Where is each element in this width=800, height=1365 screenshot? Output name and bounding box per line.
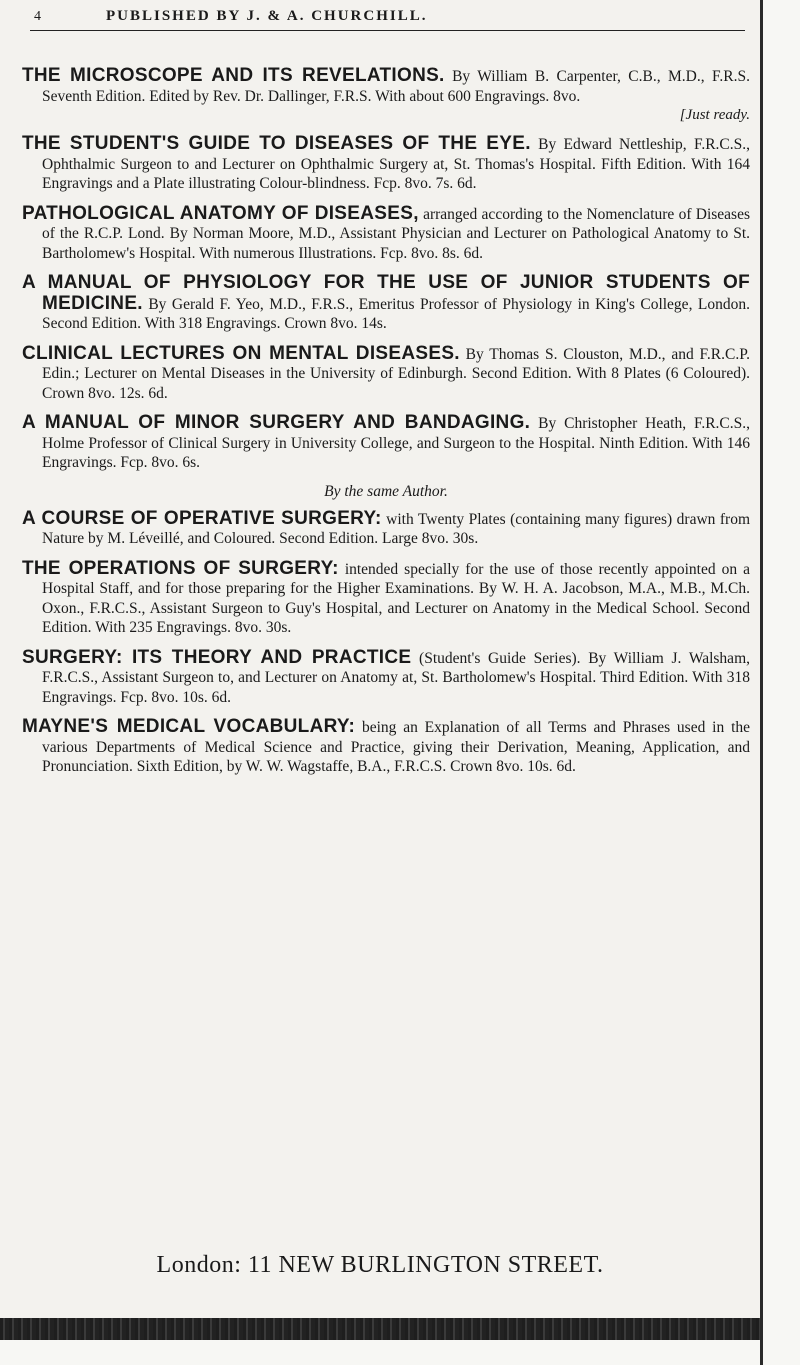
catalogue-entry xyxy=(22,559,750,638)
publisher-line: PUBLISHED BY J. & A. CHURCHILL. xyxy=(106,8,428,24)
entry-title: MAYNE'S MEDICAL VOCABULARY: xyxy=(22,716,356,737)
entry-body: being an Explanation of all Terms and Phrases used in the various Departments of Medical Science and Practice, giving their Derivation, Meaning, Application, and Pronunciation. Sixth Edition, by W. W. Wagstaffe, B.A., F.R.C.S. Crown 8vo. 10s. 6d. xyxy=(42,719,750,775)
entry-title: THE OPERATIONS OF SURGERY: xyxy=(22,557,339,579)
entry-title: A MANUAL OF MINOR SURGERY AND BANDAGING. xyxy=(22,412,531,433)
footer-address: London: 11 NEW BURLINGTON STREET. xyxy=(156,1252,604,1278)
catalogue-entry xyxy=(22,273,750,334)
catalogue-entry xyxy=(22,648,750,708)
entry-body: By Christopher Heath, F.R.C.S., Holme Professor of Clinical Surgery in University College, and Surgeon to the Hospital. Ninth Edition. With 146 Engravings. Fcp. 8vo. 6s. xyxy=(42,415,750,471)
header-rule xyxy=(30,30,745,31)
entry-body: By Gerald F. Yeo, M.D., F.R.S., Emeritus Professor of Physiology in King's College, London. Second Edition. With 318 Engravings. Crown 8vo. 14s. xyxy=(42,295,750,332)
entry-body: By William B. Carpenter, C.B., M.D., F.R.S. Seventh Edition. Edited by Rev. Dr. Dallinger, F.R.S. With about 600 Engravings. 8vo. xyxy=(42,68,750,105)
entry-title: A COURSE OF OPERATIVE SURGERY: xyxy=(22,507,382,529)
entry-body: arranged according to the Nomenclature of Diseases of the R.C.P. Lond. By Norman Moore, M.D., Assistant Physician and Lecturer on Pathological Anatomy to St. Bartholomew's Hospital. With numerous Illustrations. Fcp. 8vo. 8s. 6d. xyxy=(42,205,750,262)
entry-body: intended specially for the use of those recently appointed on a Hospital Staff, and for those preparing for the Higher Examinations. By W. H. A. Jacobson, M.A., M.B., M.Ch. Oxon., F.R.C.S., Assistant Surgeon to Guy's Hospital, and Lecturer on Anatomy in the Medical School. Second Edition. With 235 Engravings. 8vo. 30s. xyxy=(42,560,751,636)
entry-title: THE STUDENT'S GUIDE TO DISEASES OF THE EYE. xyxy=(22,133,531,154)
page-number: 4 xyxy=(34,9,41,24)
entry-note: [Just ready. xyxy=(679,107,750,123)
catalogue-entry xyxy=(22,344,750,404)
entry-body: with Twenty Plates (containing many figures) drawn from Nature by M. Léveillé, and Coloured. Second Edition. Large 8vo. 30s. xyxy=(42,510,750,547)
catalogue-entry xyxy=(22,134,750,194)
page-margin-bottom xyxy=(0,1340,760,1365)
entry-title: CLINICAL LECTURES ON MENTAL DISEASES. xyxy=(22,342,460,364)
catalogue-list xyxy=(22,66,750,787)
entry-title: THE MICROSCOPE AND ITS REVELATIONS. xyxy=(22,65,445,86)
entry-title: A MANUAL OF PHYSIOLOGY FOR THE USE OF JUNIOR STUDENTS OF MEDICINE. xyxy=(22,272,750,314)
entry-body: By Edward Nettleship, F.R.C.S., Ophthalmic Surgeon to and Lecturer on Ophthalmic Surgery at, St. Thomas's Hospital. Fifth Edition. With 164 Engravings and a Plate illustrating Colour-blindness. Fcp. 8vo. 7s. 6d. xyxy=(42,136,750,192)
page-edge-right xyxy=(760,0,800,1365)
same-author-note: By the same Author. xyxy=(324,482,448,500)
catalogue-entry xyxy=(22,413,750,473)
catalogue-entry xyxy=(22,509,750,549)
entry-title: PATHOLOGICAL ANATOMY OF DISEASES, xyxy=(22,202,419,224)
page-edge-bottom xyxy=(0,1318,760,1340)
entry-title: SURGERY: ITS THEORY AND PRACTICE xyxy=(22,646,412,668)
entry-body: By Thomas S. Clouston, M.D., and F.R.C.P. Edin.; Lecturer on Mental Diseases in the University of Edinburgh. Second Edition. With 8 Plates (6 Coloured). Crown 8vo. 12s. 6d. xyxy=(42,345,750,402)
entry-body: (Student's Guide Series). By William J. Walsham, F.R.C.S., Assistant Surgeon to, and Lecturer on Anatomy at, St. Bartholomew's Hospital. Third Edition. With 318 Engravings. Fcp. 8vo. 10s. 6d. xyxy=(42,649,750,706)
catalogue-entry xyxy=(22,717,750,777)
page-header xyxy=(34,8,734,25)
catalogue-entry xyxy=(22,204,750,264)
catalogue-entry xyxy=(22,66,750,124)
